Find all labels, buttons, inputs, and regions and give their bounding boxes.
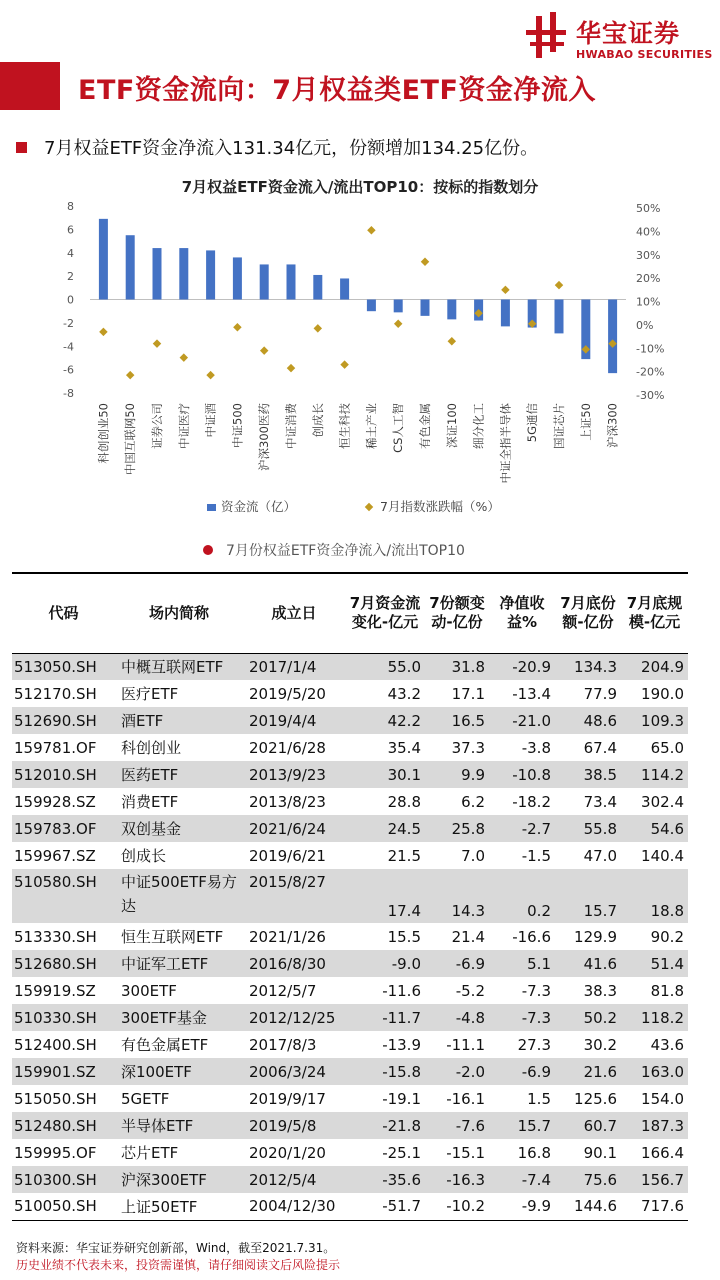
table-row: [12, 1031, 688, 1058]
point-2: [153, 339, 161, 347]
table-cell: 510300.SH: [12, 1166, 115, 1193]
table-cell: 515050.SH: [14, 1089, 97, 1108]
table-cell: 2021/1/26: [249, 927, 326, 946]
table-cell: -19.1: [382, 1089, 421, 1108]
point-7: [287, 364, 295, 372]
caption-dot-icon: [203, 545, 213, 555]
bar-7: [287, 264, 296, 299]
bar-5: [233, 257, 242, 299]
y-left-tick-label: 0: [67, 293, 74, 307]
table-cell: 50.2: [555, 1004, 621, 1031]
table-row: [12, 923, 688, 950]
table-cell: 31.8: [425, 653, 489, 680]
table-cell: 55.8: [555, 815, 621, 842]
table-cell: 54.6: [621, 815, 688, 842]
category-label-15: 中证全指半导体: [498, 403, 513, 484]
table-cell: 43.6: [650, 1035, 684, 1054]
bar-17: [555, 300, 564, 334]
table-cell: -15.1: [446, 1143, 485, 1162]
point-12: [421, 258, 429, 266]
logo-mark-icon: [524, 12, 570, 60]
table-cell: 134.3: [555, 653, 621, 680]
y-right-tick-label: 20%: [636, 272, 661, 286]
table-cell: 5GETF: [121, 1089, 170, 1108]
table-cell: 159781.OF: [14, 738, 97, 757]
table-cell: -51.7: [382, 1197, 421, 1216]
table-cell: 芯片ETF: [121, 1144, 179, 1162]
table-cell: 159967.SZ: [14, 846, 96, 865]
table-cell: 38.3: [583, 981, 617, 1000]
table-cell: 28.8: [387, 792, 421, 811]
table-cell: 中概互联网ETF: [115, 653, 243, 680]
table-row: [12, 1166, 688, 1193]
table-cell: -11.1: [446, 1035, 485, 1054]
point-8: [314, 324, 322, 332]
table-cell: 2013/8/23: [249, 792, 326, 811]
table-cell: 30.1: [345, 761, 425, 788]
table-row: [12, 1112, 688, 1139]
table-cell: 118.2: [621, 1004, 688, 1031]
y-left-tick-label: 2: [67, 270, 74, 284]
table-cell: 35.4: [387, 738, 421, 757]
table-header-row: [12, 573, 688, 653]
point-4: [206, 371, 214, 379]
table-cell: 沪深300ETF: [115, 1166, 243, 1193]
table-cell: 163.0: [621, 1058, 688, 1085]
bullet-square-icon: [16, 142, 27, 153]
table-row: [12, 950, 688, 977]
category-label-11: CS人工智: [391, 403, 406, 453]
table-row: [12, 815, 688, 842]
category-label-16: 5G通信: [525, 403, 540, 443]
legend-point-swatch: [365, 503, 373, 511]
table-cell: 2012/5/7: [249, 981, 317, 1000]
table-cell: 512170.SH: [14, 684, 97, 703]
bar-11: [394, 300, 403, 313]
table-cell: 510580.SH: [12, 869, 115, 923]
table-cell: 125.6: [574, 1089, 617, 1108]
table-row: [12, 707, 688, 734]
table-cell: 55.0: [345, 653, 425, 680]
table-cell: 156.7: [621, 1166, 688, 1193]
table-cell: 159901.SZ: [12, 1058, 115, 1085]
table-cell: 510330.SH: [12, 1004, 115, 1031]
table-cell: -1.5: [521, 846, 551, 865]
table-cell: 双创基金: [115, 815, 243, 842]
table-cell: 21.4: [451, 927, 485, 946]
table-cell: 75.6: [555, 1166, 621, 1193]
table-cell: 65.0: [650, 738, 684, 757]
table-cell: 9.9: [425, 761, 489, 788]
table-cell: -5.2: [455, 981, 485, 1000]
legend-bar-swatch: [207, 504, 216, 511]
bar-8: [313, 275, 322, 300]
table-cell: -11.7: [345, 1004, 425, 1031]
table-cell: 24.5: [345, 815, 425, 842]
table-caption: [0, 539, 720, 559]
table-cell: 医药ETF: [115, 761, 243, 788]
category-label-12: 有色金属: [418, 403, 432, 449]
table-cell: 18.8: [621, 869, 688, 923]
point-9: [340, 360, 348, 368]
column-header-0: 代码: [48, 603, 79, 622]
table-row: [12, 977, 688, 1004]
category-label-7: 中证消费: [284, 403, 298, 449]
table-cell: -4.8: [425, 1004, 489, 1031]
table-cell: 129.9: [574, 927, 617, 946]
table-cell: -7.3: [521, 981, 551, 1000]
table-cell: 512480.SH: [12, 1112, 115, 1139]
etf-flow-chart: [0, 170, 720, 540]
bar-15: [501, 300, 510, 327]
point-10: [367, 226, 375, 234]
table-cell: 半导体ETF: [115, 1112, 243, 1139]
y-right-tick-label: 30%: [636, 248, 661, 262]
table-cell: 17.1: [451, 684, 485, 703]
table-row: [12, 653, 688, 680]
y-left-tick-label: 6: [67, 223, 74, 237]
table-cell: 2019/6/21: [249, 846, 326, 865]
y-right-tick-label: 10%: [636, 295, 661, 309]
point-5: [233, 323, 241, 331]
table-cell: 2017/8/3: [249, 1035, 317, 1054]
table-cell: -6.9: [489, 1058, 555, 1085]
table-cell: 510050.SH: [14, 1197, 97, 1216]
table-cell: -20.9: [489, 653, 555, 680]
table-cell: 创成长: [121, 847, 167, 865]
table-cell: 60.7: [555, 1112, 621, 1139]
table-cell: 717.6: [641, 1197, 684, 1216]
table-row: [12, 680, 688, 707]
category-label-6: 沪深300医药: [257, 403, 272, 471]
table-cell: 48.6: [555, 707, 621, 734]
table-cell: 中证军工ETF: [115, 950, 243, 977]
table-cell: -9.0: [345, 950, 425, 977]
table-cell: 21.5: [387, 846, 421, 865]
y-left-tick-label: -6: [63, 363, 74, 377]
table-cell: 2015/8/27: [243, 869, 345, 923]
table-cell: 67.4: [583, 738, 617, 757]
table-cell: 300ETF基金: [115, 1004, 243, 1031]
table-cell: -18.2: [512, 792, 551, 811]
table-cell: 6.2: [461, 792, 485, 811]
etf-flow-table: [12, 572, 688, 1221]
table-cell: -13.4: [512, 684, 551, 703]
table-cell: 159995.OF: [14, 1143, 97, 1162]
table-cell: -7.4: [489, 1166, 555, 1193]
category-label-17: 国证芯片: [552, 403, 566, 449]
table-cell: 上证50ETF: [121, 1197, 198, 1216]
point-17: [555, 281, 563, 289]
legend-bar-label: 资金流（亿）: [221, 499, 297, 514]
category-label-0: 科创创业50: [96, 403, 111, 464]
table-cell: 14.3: [425, 869, 489, 923]
category-label-4: 中证酒: [203, 403, 218, 438]
category-label-10: 稀土产业: [364, 403, 379, 449]
y-right-tick-label: -10%: [636, 342, 665, 356]
table-cell: 2004/12/30: [249, 1197, 336, 1216]
source-note: 资料来源：华宝证券研究创新部，Wind，截至2021.7.31。: [16, 1241, 336, 1255]
title-accent-bar: [0, 62, 60, 110]
table-cell: 51.4: [621, 950, 688, 977]
table-cell: -15.8: [345, 1058, 425, 1085]
table-cell: 159928.SZ: [14, 792, 96, 811]
bar-4: [206, 250, 215, 299]
table-cell: -10.8: [489, 761, 555, 788]
bar-0: [99, 219, 108, 300]
page-title: ETF资金流向：7月权益类ETF资金净流入: [78, 75, 596, 106]
table-cell: -2.0: [425, 1058, 489, 1085]
table-row: [12, 1004, 688, 1031]
y-right-tick-label: 0%: [636, 318, 654, 332]
summary-bullet: 7月权益ETF资金净流入131.34亿元，份额增加134.25亿份。: [44, 138, 539, 159]
table-cell: 42.2: [345, 707, 425, 734]
table-cell: 37.3: [451, 738, 485, 757]
table-cell: 15.5: [387, 927, 421, 946]
table-cell: 513050.SH: [12, 653, 115, 680]
column-header-3: 7月资金流变化-亿元: [349, 594, 421, 632]
table-cell: -10.2: [446, 1197, 485, 1216]
column-header-7: 7月底规模-亿元: [626, 594, 683, 632]
table-cell: 7.0: [461, 846, 485, 865]
y-left-tick-label: -8: [63, 387, 74, 400]
table-cell: -2.7: [489, 815, 555, 842]
table-cell: 15.7: [489, 1112, 555, 1139]
table-caption-text: 7月份权益ETF资金净流入/流出TOP10: [226, 543, 465, 559]
table-cell: 90.1: [583, 1143, 617, 1162]
table-cell: 166.4: [641, 1143, 684, 1162]
bar-19: [608, 300, 617, 374]
table-cell: 2021/6/24: [243, 815, 345, 842]
point-6: [260, 346, 268, 354]
table-cell: 深100ETF: [115, 1058, 243, 1085]
table-cell: 512010.SH: [12, 761, 115, 788]
column-header-2: 成立日: [271, 603, 317, 622]
table-cell: 512400.SH: [14, 1035, 97, 1054]
bar-3: [179, 248, 188, 299]
y-left-tick-label: 4: [67, 246, 74, 260]
table-cell: 47.0: [583, 846, 617, 865]
table-row: [12, 761, 688, 788]
table-cell: 2019/5/20: [249, 684, 326, 703]
point-13: [448, 337, 456, 345]
table-cell: 90.2: [650, 927, 684, 946]
table-cell: 16.5: [425, 707, 489, 734]
table-cell: -9.9: [521, 1197, 551, 1216]
category-label-1: 中国互联网50: [123, 403, 138, 476]
column-header-5: 净值收益%: [499, 594, 545, 632]
table-cell: 73.4: [583, 792, 617, 811]
bar-13: [447, 300, 456, 320]
category-label-18: 上证50: [578, 403, 593, 441]
brand-logo: [520, 10, 720, 66]
table-cell: 0.2: [489, 869, 555, 923]
table-cell: 有色金属ETF: [121, 1036, 209, 1054]
point-15: [501, 286, 509, 294]
table-cell: 1.5: [527, 1089, 551, 1108]
table-cell: 144.6: [574, 1197, 617, 1216]
point-11: [394, 319, 402, 327]
table-cell: 17.4: [345, 869, 425, 923]
y-right-tick-label: -30%: [636, 389, 665, 402]
table-cell: -25.1: [382, 1143, 421, 1162]
table-cell: 187.3: [621, 1112, 688, 1139]
table-cell: 38.5: [555, 761, 621, 788]
table-cell: 2019/4/4: [243, 707, 345, 734]
bar-1: [126, 235, 135, 299]
table-cell: 43.2: [387, 684, 421, 703]
category-label-14: 细分化工: [471, 402, 486, 449]
point-1: [126, 371, 134, 379]
table-cell: -3.8: [521, 738, 551, 757]
table-cell: 81.8: [650, 981, 684, 1000]
table-cell: 190.0: [641, 684, 684, 703]
bar-12: [421, 300, 430, 316]
table-cell: 300ETF: [121, 981, 177, 1000]
table-cell: 恒生互联网ETF: [121, 928, 224, 946]
table-row: [12, 734, 688, 761]
table-cell: -13.9: [382, 1035, 421, 1054]
table-cell: 21.6: [555, 1058, 621, 1085]
logo-text-en: HWABAO SECURITIES: [576, 48, 713, 61]
column-header-6: 7月底份额-亿份: [560, 594, 616, 632]
table-cell: 2019/9/17: [249, 1089, 326, 1108]
category-label-5: 中证500: [230, 403, 245, 448]
table-cell: 16.8: [517, 1143, 551, 1162]
y-right-tick-label: -20%: [636, 365, 665, 379]
table-cell: 15.7: [555, 869, 621, 923]
table-cell: 消费ETF: [121, 793, 179, 811]
table-cell: -7.3: [489, 1004, 555, 1031]
category-label-8: 创成长: [310, 403, 325, 438]
table-cell: 2021/6/28: [249, 738, 326, 757]
table-row: [12, 842, 688, 869]
table-cell: 2012/12/25: [243, 1004, 345, 1031]
bar-6: [260, 264, 269, 299]
bar-10: [367, 300, 376, 312]
table-cell: 159919.SZ: [14, 981, 96, 1000]
table-cell: 2012/5/4: [243, 1166, 345, 1193]
chart-title: 7月权益ETF资金流入/流出TOP10：按标的指数划分: [181, 178, 539, 196]
table-cell: -16.6: [512, 927, 551, 946]
table-cell: 513330.SH: [14, 927, 97, 946]
table-cell: 27.3: [517, 1035, 551, 1054]
category-label-3: 中证医疗: [176, 403, 191, 449]
table-cell: -21.8: [345, 1112, 425, 1139]
table-cell: 2016/8/30: [243, 950, 345, 977]
table-cell: 109.3: [621, 707, 688, 734]
table-cell: -21.0: [489, 707, 555, 734]
table-cell: 5.1: [489, 950, 555, 977]
table-row: [12, 1058, 688, 1085]
table-cell: 2020/1/20: [249, 1143, 326, 1162]
point-0: [99, 328, 107, 336]
table-cell: 2006/3/24: [243, 1058, 345, 1085]
table-cell: -16.3: [425, 1166, 489, 1193]
bar-2: [153, 248, 162, 299]
column-header-4: 7份额变动-亿份: [429, 594, 485, 632]
y-left-tick-label: -4: [63, 340, 74, 354]
table-cell: 512680.SH: [12, 950, 115, 977]
table-cell: 114.2: [621, 761, 688, 788]
legend-point-label: 7月指数涨跌幅（%）: [380, 499, 500, 514]
table-cell: 2017/1/4: [243, 653, 345, 680]
column-header-1: 场内简称: [148, 603, 209, 622]
logo-text-cn: 华宝证券: [576, 19, 681, 48]
table-cell: 159783.OF: [12, 815, 115, 842]
table-cell: 30.2: [583, 1035, 617, 1054]
table-cell: 77.9: [583, 684, 617, 703]
category-label-13: 深证100: [444, 403, 459, 448]
table-cell: 140.4: [641, 846, 684, 865]
table-row: [12, 1085, 688, 1112]
table-row: [12, 788, 688, 815]
table-cell: 41.6: [555, 950, 621, 977]
table-row: [12, 1193, 688, 1220]
table-cell: 医疗ETF: [121, 685, 179, 703]
point-3: [180, 353, 188, 361]
table-cell: -7.6: [425, 1112, 489, 1139]
table-cell: 中证500ETF易方达: [115, 869, 243, 923]
table-cell: 科创创业: [121, 739, 182, 757]
table-cell: 204.9: [621, 653, 688, 680]
table-cell: -35.6: [345, 1166, 425, 1193]
table-cell: 302.4: [641, 792, 684, 811]
table-cell: -6.9: [425, 950, 489, 977]
table-cell: 2013/9/23: [243, 761, 345, 788]
bar-9: [340, 278, 349, 299]
risk-disclaimer: 历史业绩不代表未来，投资需谨慎，请仔细阅读文后风险提示: [16, 1258, 341, 1272]
table-cell: 512690.SH: [12, 707, 115, 734]
y-right-tick-label: 50%: [636, 202, 661, 215]
table-cell: 2019/5/8: [243, 1112, 345, 1139]
table-cell: 25.8: [425, 815, 489, 842]
table-row: [12, 869, 688, 923]
category-label-9: 恒生科技: [337, 403, 352, 449]
y-left-tick-label: 8: [67, 200, 74, 213]
category-label-19: 沪深300: [605, 403, 620, 448]
table-cell: 154.0: [641, 1089, 684, 1108]
table-row: [12, 1139, 688, 1166]
table-cell: 酒ETF: [115, 707, 243, 734]
y-left-tick-label: -2: [63, 316, 74, 330]
table-cell: -16.1: [446, 1089, 485, 1108]
category-label-2: 证券公司: [150, 403, 164, 449]
table-cell: -11.6: [382, 981, 421, 1000]
y-right-tick-label: 40%: [636, 225, 661, 239]
